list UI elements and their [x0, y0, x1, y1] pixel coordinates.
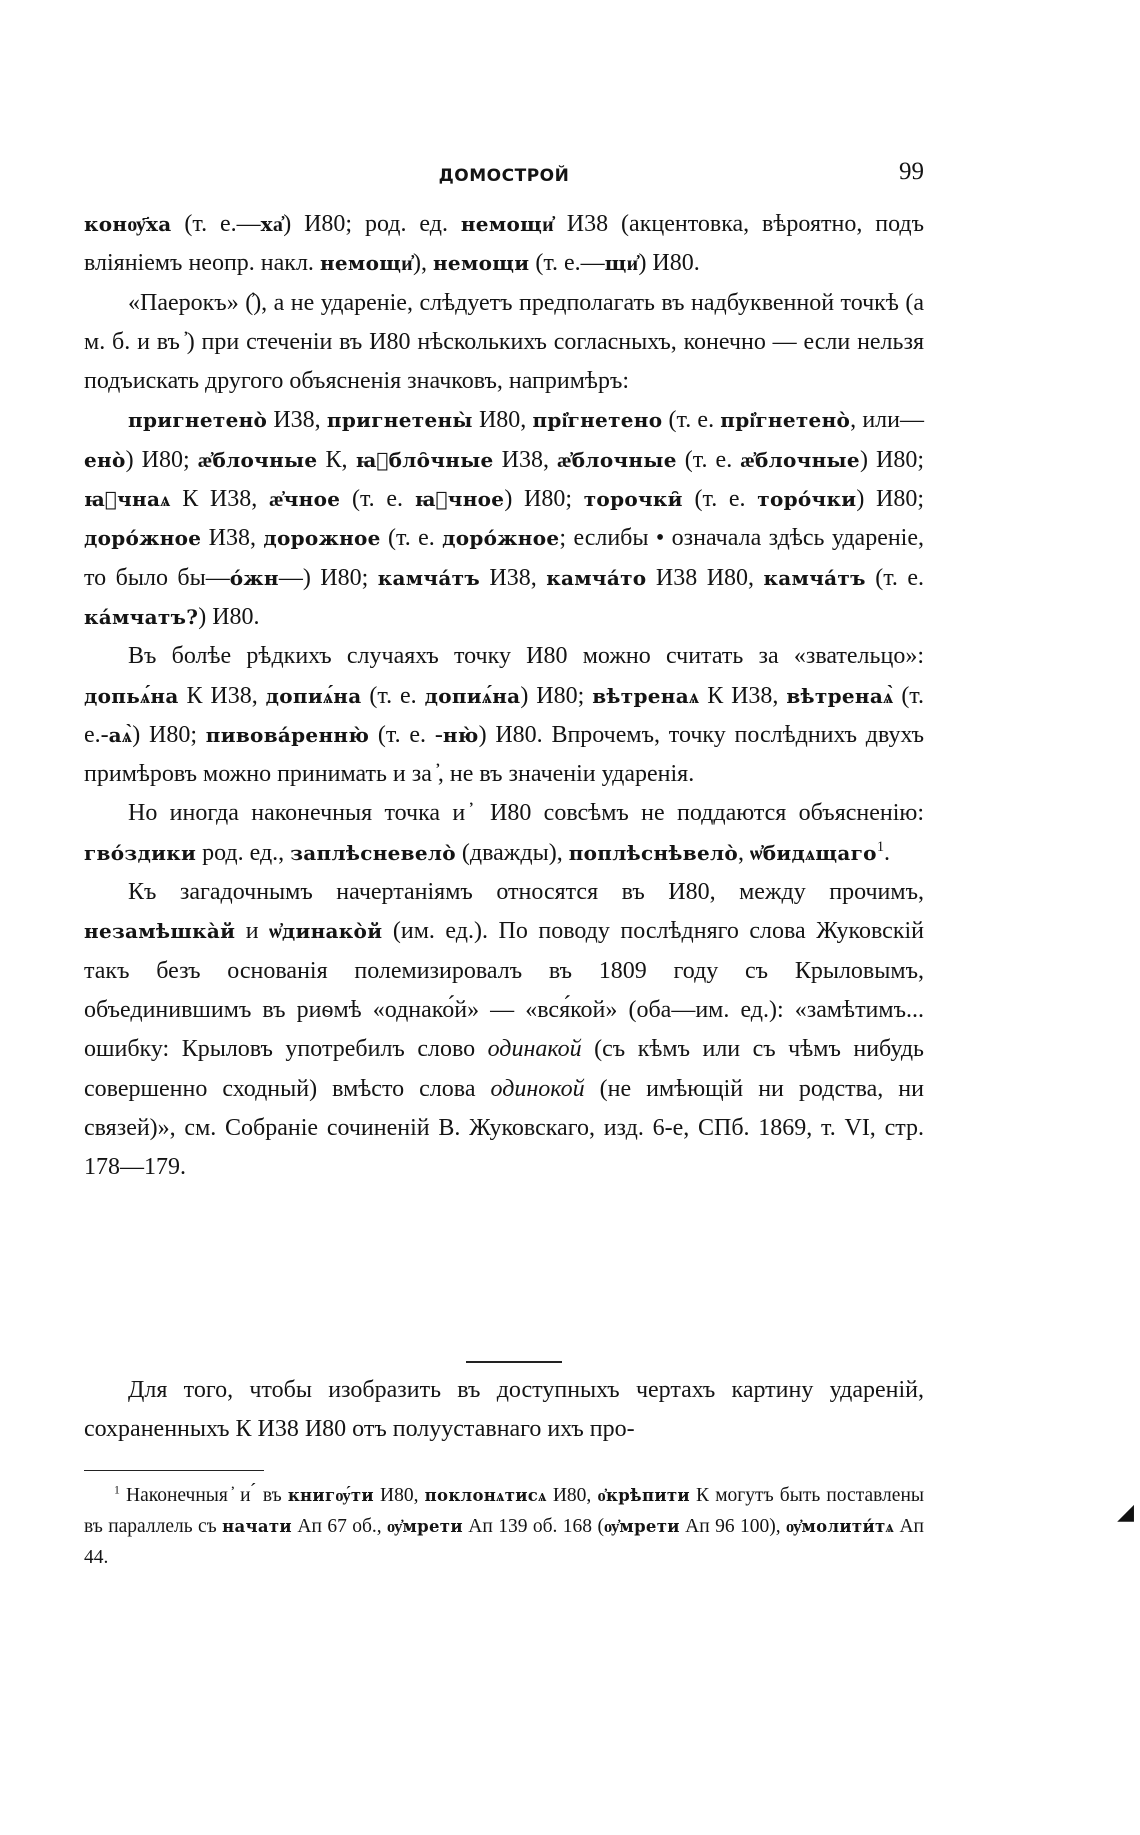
church-slavonic-word: ѹ҆мрети	[603, 1517, 680, 1536]
corner-mark-icon: ◢	[1117, 1500, 1134, 1525]
text-run: К И38,	[170, 486, 269, 513]
page-number: 99	[899, 158, 924, 185]
text-run: И80,	[546, 1485, 598, 1506]
church-slavonic-word: ꙗ҆чнаѧ	[84, 487, 171, 512]
church-slavonic-word: ѹ҆молити́тѧ	[786, 1517, 895, 1536]
text-run: ) И80. Впрочемъ, точку послѣднихъ двухъ примѣровъ можно принимать и за ҆, не въ значеніи ударенія.	[84, 721, 924, 788]
text-run: (т. е.-	[84, 682, 924, 748]
church-slavonic-word: ӕ҆блочные	[197, 447, 318, 472]
text-run: Ап 96 100),	[679, 1516, 787, 1537]
section-divider	[466, 1361, 562, 1363]
church-slavonic-word: поклонѧтисѧ	[424, 1486, 547, 1505]
text-run: (т. е.	[340, 486, 415, 513]
church-slavonic-word: камча́тъ	[377, 565, 480, 590]
text-run: (им. ед.). По поводу послѣдняго слова Жуковскій такъ безъ основанія полемизировалъ въ 1809 году съ Крыловымъ, объединившимъ въ риѳмѣ «однако́й» — «вся́кой» (оба—им. ед.): «замѣтимъ... ошибку: Крыловъ употребилъ слово	[84, 918, 924, 1063]
church-slavonic-word: ха҆	[260, 212, 284, 236]
paragraph	[84, 637, 924, 794]
church-slavonic-word: гво́здики	[84, 840, 197, 865]
text-run: (т. е.	[682, 486, 758, 513]
text-run: ) И80; род. ед.	[283, 211, 461, 237]
church-slavonic-word: о҆крѣпити	[597, 1486, 690, 1505]
running-head	[84, 158, 924, 192]
church-slavonic-word: ѹ҆мрети	[387, 1517, 463, 1536]
text-run: И38,	[267, 407, 327, 434]
church-slavonic-word: ꙗ҆бло̑чные	[355, 447, 494, 472]
church-slavonic-word: ӕ҆блочные	[740, 447, 860, 472]
church-slavonic-word: немощи	[432, 251, 530, 276]
text-run: Ап 139 об. 168 (	[462, 1516, 604, 1537]
italic-word: одинакой	[487, 1036, 582, 1063]
church-slavonic-word: ѡ҆бидѧщаго	[750, 840, 877, 865]
church-slavonic-word: ѡ҆динако̀й	[269, 919, 383, 944]
text-run: ),	[412, 250, 433, 277]
church-slavonic-word: торочки̑	[583, 487, 683, 512]
text-run: И38 И80,	[646, 564, 764, 591]
text-run: И38,	[493, 446, 558, 473]
church-slavonic-word: торо́чки	[757, 487, 857, 512]
church-slavonic-word: книгѹ́ти	[287, 1486, 374, 1505]
text-run: ) И80;	[520, 682, 593, 709]
text-run: ) И80;	[859, 446, 924, 473]
church-slavonic-word: о́жн	[229, 565, 279, 590]
church-slavonic-word: конѹ҃ха	[84, 212, 172, 236]
church-slavonic-word: вѣтренаѧ	[592, 683, 700, 708]
church-slavonic-word: заплѣсневело̀	[290, 840, 456, 865]
church-slavonic-word: начати	[222, 1517, 292, 1536]
text-run: ; еслибы • означала здѣсь удареніе, то было бы—	[84, 525, 925, 591]
text-run: К И38,	[699, 682, 787, 709]
church-slavonic-word: камча́тъ	[763, 565, 866, 590]
church-slavonic-word: немощи҆	[319, 251, 413, 276]
text-run: К могутъ быть поставлены въ параллель съ	[84, 1485, 924, 1537]
text-run: (т. е.—	[171, 211, 261, 237]
paragraph	[84, 873, 924, 1187]
text-run: К И38,	[178, 682, 266, 709]
church-slavonic-word: допиѧ́на	[424, 683, 521, 708]
text-run: (т. е. -	[369, 721, 443, 748]
text-run: Наконечныя ҆ и ́ въ	[125, 1485, 288, 1506]
footnote-paragraph	[84, 1480, 924, 1573]
text-run: Но иногда наконечныя точка и ҆ И80 совсѣмъ не поддаются объясненію:	[128, 800, 924, 827]
text-run: (т. е.	[662, 407, 721, 434]
text-run: ) И80.	[198, 603, 260, 630]
text-run: И38,	[479, 564, 547, 591]
church-slavonic-word: аѧ̀	[108, 722, 133, 747]
text-run: И80,	[373, 1485, 425, 1506]
church-slavonic-word: незамѣшка̀й	[84, 919, 236, 944]
church-slavonic-word: дорожное	[263, 526, 381, 551]
text-run: , или—	[850, 407, 924, 434]
text-run: Къ загадочнымъ начертаніямъ относятся въ И80, между прочимъ,	[128, 879, 924, 906]
text-run: .	[884, 839, 891, 866]
church-slavonic-word: допиѧ́на	[265, 683, 362, 708]
footnote	[84, 1480, 924, 1573]
text-run: Въ болѣе рѣдкихъ случаяхъ точку И80 можно считать за «звательцо»:	[128, 643, 924, 670]
church-slavonic-word: ӕ҆чное	[268, 487, 341, 512]
footnote-marker: 1	[114, 1483, 120, 1497]
text-run: (т. е.	[676, 446, 741, 473]
text-run: И38,	[201, 525, 264, 552]
text-run: (не имѣющій ни родства, ни связей)», см. Собраніе сочиненій В. Жуковскаго, изд. 6-е, СПб. 1869, т. VI, стр. 178—179.	[84, 1075, 924, 1181]
church-slavonic-word: доро́жное	[84, 526, 202, 551]
text-run: «Паерокъ» (҆), а не удареніе, слѣдуетъ предполагать въ надбуквенной точкѣ (а м. б. и въ ҆) при стеченіи въ И80 нѣсколькихъ согласныхъ, конечно — если нельзя подъискать другого объясненія значковъ, напримѣръ:	[84, 289, 924, 395]
text-run: (т. е.—	[529, 250, 605, 277]
text-run: ) И80;	[132, 721, 206, 748]
text-run: (т. е.	[865, 564, 924, 591]
church-slavonic-word: вѣтренаѧ̀	[786, 683, 894, 708]
text-run: ) И80;	[856, 486, 925, 513]
running-title: ДОМОСТРОЙ	[438, 166, 570, 186]
church-slavonic-word: доро́жное	[442, 526, 560, 551]
paragraph	[84, 794, 924, 873]
footnote-divider	[84, 1470, 264, 1471]
text-run: —) И80;	[278, 564, 378, 591]
church-slavonic-word: ꙗ҆чное	[414, 487, 505, 512]
church-slavonic-word: щи҆	[604, 251, 639, 276]
church-slavonic-word: допьѧ́на	[84, 683, 179, 708]
church-slavonic-word: ню̀	[442, 722, 479, 747]
text-run: И80,	[472, 407, 533, 434]
text-run: Ап 44.	[84, 1516, 924, 1568]
text-run: И38 (акцентовка, вѣроятно, подъ вліяніемъ неопр. накл.	[84, 211, 924, 277]
closing-paragraph: Для того, чтобы изобразить въ доступныхъ чертахъ картину удареній, сохраненныхъ К И38 И80 отъ полууставнаго ихъ про-	[84, 1377, 924, 1443]
text-run: и	[235, 918, 270, 945]
italic-word: одинокой	[490, 1075, 585, 1102]
text-run: Ап 67 об.,	[291, 1516, 388, 1537]
church-slavonic-word: немощи҆	[460, 212, 554, 236]
paragraph	[84, 401, 924, 637]
paragraph	[84, 284, 924, 402]
text-run: (т. е.	[361, 682, 425, 709]
church-slavonic-word: ено̀	[84, 447, 126, 472]
church-slavonic-word: камча́то	[546, 565, 647, 590]
text-run: ) И80;	[504, 486, 584, 513]
church-slavonic-word: поплѣснѣвело̀	[568, 840, 739, 865]
text-run: (съ кѣмъ или съ чѣмъ нибудь совершенно сходный) вмѣсто слова	[84, 1036, 924, 1102]
footnote-reference: 1	[876, 838, 885, 855]
text-run: (дважды),	[455, 839, 569, 866]
text-run: ) И80.	[638, 250, 700, 277]
main-text	[84, 205, 924, 1187]
text-run: ,	[738, 839, 751, 866]
church-slavonic-word: прі҆гнетено	[532, 408, 663, 433]
church-slavonic-word: ка́мчатъ?	[84, 604, 199, 629]
church-slavonic-word: пригнетены̀	[326, 408, 473, 433]
text-run: род. ед.,	[196, 839, 291, 866]
church-slavonic-word: прі҆гнетено̀	[720, 408, 851, 433]
paragraph	[84, 205, 924, 284]
closing-text	[84, 1371, 924, 1450]
church-slavonic-word: пригнетено̀	[128, 408, 268, 433]
text-run: (т. е.	[380, 525, 443, 552]
church-slavonic-word: ӕ҆блочные	[557, 447, 677, 472]
text-run: ) И80;	[125, 446, 198, 473]
church-slavonic-word: пивова́ренню̀	[205, 722, 370, 747]
text-run: К,	[317, 446, 356, 473]
